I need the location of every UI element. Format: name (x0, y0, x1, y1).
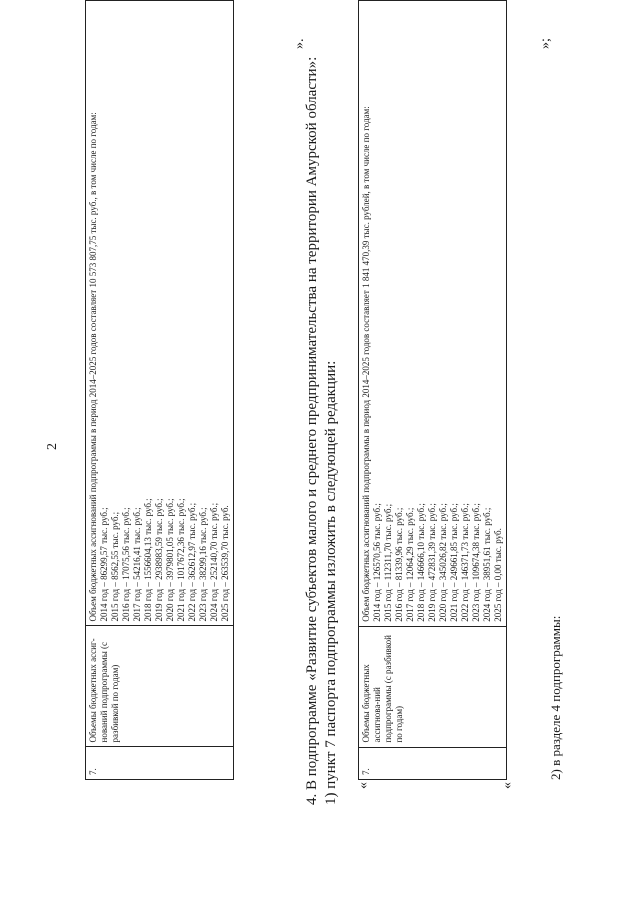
year-line: 2015 год – 112311,70 тыс. руб.; (383, 503, 393, 622)
page-number: 2 (45, 443, 60, 450)
section-paragraph: 2) в разделе 4 подпрограммы: (548, 615, 563, 780)
year-line: 2025 год – 0,00 тыс. руб. (493, 528, 503, 622)
year-line: 2016 год – 81339,96 тыс. руб.; (394, 507, 404, 622)
row-number: 7. (86, 747, 234, 780)
budget-intro: Объем бюджетных ассигнований подпрограммы в период 2014–2025 годов составляет 10 573 807,75 тыс. руб., в том числе по годам: (88, 112, 98, 622)
year-line: 2023 год – 109674,38 тыс. руб.; (471, 503, 481, 622)
row-label: Объемы бюджетных ассигнова-ний подпрограммы (с разбивкой по годам) (359, 626, 507, 747)
section-heading: 4. В подпрограмме «Развитие субъектов малого и среднего предпринимательства на территории Амурской области»: (304, 56, 320, 805)
year-line: 2024 год – 38951,61 тыс. руб.; (482, 507, 492, 622)
table-row (86, 1, 234, 780)
year-line: 2015 год – 8562,55 тыс. руб.; (110, 511, 120, 622)
year-line: 2021 год – 249661,85 тыс. руб.; (449, 503, 459, 622)
year-line: 2017 год – 54216,41 тыс. руб.; (132, 507, 142, 622)
row-label: Объемы бюджетных ассиг-нований подпрограммы (с разбивкой по годам) (86, 626, 234, 747)
open-quote-1: « (500, 782, 515, 789)
year-line: 2022 год – 146371,73 тыс. руб.; (460, 503, 470, 622)
row-number: 7. (359, 747, 507, 779)
year-line: 2020 год – 3979801,05 тыс. руб.; (165, 498, 175, 622)
year-line: 2018 год – 1556604,13 тыс. руб.; (143, 498, 153, 622)
year-line: 2023 год – 38299,16 тыс. руб.; (198, 507, 208, 622)
budget-cell (86, 1, 234, 626)
close-quote-2: »; (538, 38, 553, 49)
budget-intro: Объем бюджетных ассигнований подпрограммы в период 2014–2025 годов составляет 1 841 470,39 тыс. рублей, в том числе по годам: (361, 106, 371, 622)
year-line: 2021 год – 1017672,36 тыс. руб.; (176, 498, 186, 622)
budget-cell (359, 1, 507, 627)
year-line: 2020 год – 345026,82 тыс. руб.; (438, 503, 448, 622)
year-line: 2024 год – 252140,70 тыс. руб.; (209, 502, 219, 622)
year-line: 2018 год – 146666,10 тыс. руб.; (416, 503, 426, 622)
section-subheading: 1) пункт 7 паспорта подпрограммы изложить в следующей редакции: (323, 360, 339, 805)
year-line: 2016 год – 17075,56 тыс. руб.; (121, 507, 131, 622)
table-2 (358, 0, 507, 780)
close-quote-1: ». (292, 38, 307, 49)
year-line: 2017 год – 12064,29 тыс. руб.; (405, 507, 415, 622)
year-line: 2022 год – 362612,97 тыс. руб.; (187, 502, 197, 622)
open-quote-2: « (356, 782, 371, 789)
year-line: 2019 год – 472831,39 тыс. руб.; (427, 503, 437, 622)
year-line: 2025 год – 263539,70 тыс. руб. (220, 505, 230, 622)
table-1 (85, 0, 234, 780)
year-line: 2014 год – 126570,56 тыс. руб.; (372, 503, 382, 622)
table-row (359, 1, 507, 780)
year-line: 2014 год – 86299,57 тыс. руб.; (99, 507, 109, 622)
year-line: 2019 год – 2938983,59 тыс. руб.; (154, 498, 164, 622)
